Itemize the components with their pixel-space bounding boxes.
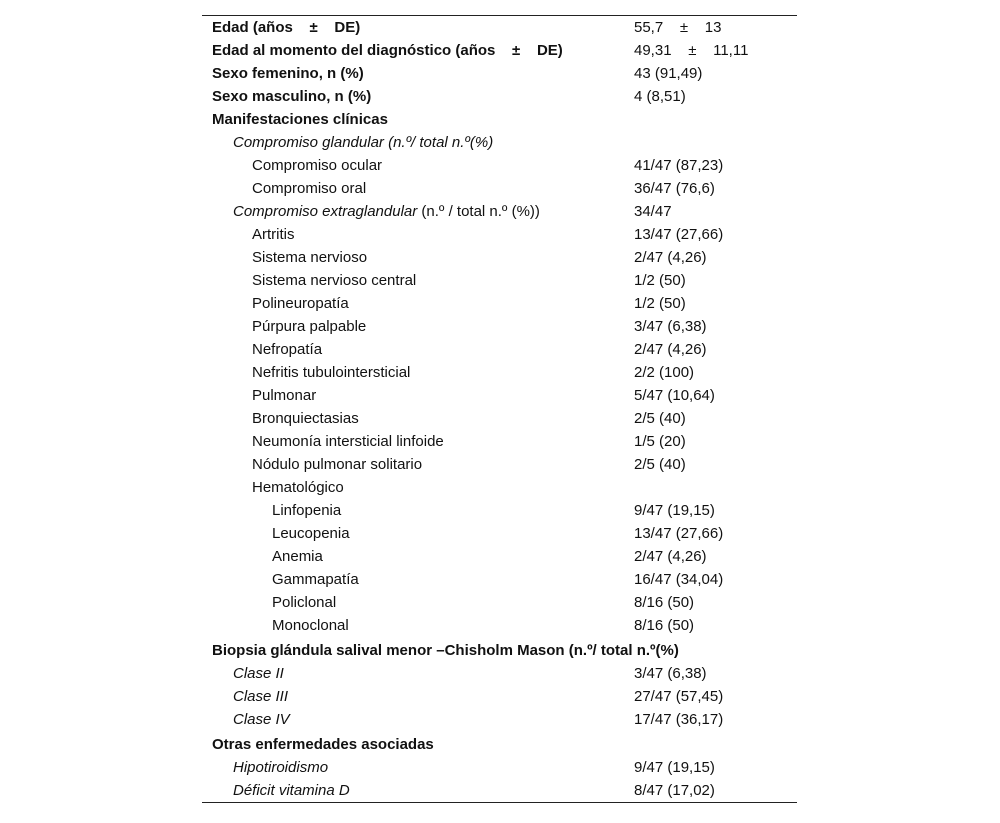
table-row — [202, 779, 797, 802]
row-label: Leucopenia — [272, 525, 350, 542]
table-row — [202, 522, 797, 545]
row-label: Edad al momento del diagnóstico (años ± DE) — [212, 42, 563, 59]
row-value: 2/47 (4,26) — [634, 341, 707, 358]
table-row — [202, 384, 797, 407]
row-value: 8/47 (17,02) — [634, 782, 715, 799]
row-value: 9/47 (19,15) — [634, 502, 715, 519]
row-label: Gammapatía — [272, 571, 359, 588]
table-row — [202, 685, 797, 708]
table-row — [202, 292, 797, 315]
row-value: 1/5 (20) — [634, 433, 686, 450]
row-value: 1/2 (50) — [634, 295, 686, 312]
row-value: 43 (91,49) — [634, 65, 703, 82]
row-value: 36/47 (76,6) — [634, 180, 715, 197]
row-label: Sexo femenino, n (%) — [212, 65, 364, 82]
row-value: 49,31 ± 11,11 — [634, 42, 749, 59]
row-value: 8/16 (50) — [634, 617, 695, 634]
row-label: Linfopenia — [272, 502, 342, 519]
table-row — [202, 708, 797, 731]
row-label: Polineuropatía — [252, 295, 349, 312]
row-value: 4 (8,51) — [634, 88, 686, 105]
row-label: Compromiso oral — [252, 180, 367, 197]
table-row — [202, 154, 797, 177]
row-value: 3/47 (6,38) — [634, 665, 707, 682]
row-value: 3/47 (6,38) — [634, 318, 707, 335]
table-row — [202, 499, 797, 522]
row-value: 17/47 (36,17) — [634, 711, 724, 728]
section-header-row — [202, 639, 797, 662]
row-label: Clase III — [233, 688, 289, 705]
row-value: 2/2 (100) — [634, 364, 695, 381]
row-value: 27/47 (57,45) — [634, 688, 724, 705]
row-label: Pulmonar — [252, 387, 317, 404]
table-row — [202, 568, 797, 591]
row-label: Sexo masculino, n (%) — [212, 88, 372, 105]
row-value: 9/47 (19,15) — [634, 759, 715, 776]
row-label: Púrpura palpable — [252, 318, 367, 335]
table-row — [202, 338, 797, 361]
row-value: 41/47 (87,23) — [634, 157, 724, 174]
row-label: Artritis — [252, 226, 295, 243]
row-value: 1/2 (50) — [634, 272, 686, 289]
table-row — [202, 453, 797, 476]
row-value: 2/47 (4,26) — [634, 548, 707, 565]
row-value: 5/47 (10,64) — [634, 387, 715, 404]
table-row — [202, 62, 797, 85]
table-row — [202, 315, 797, 338]
section-title: Biopsia glándula salival menor –Chisholm Mason (n.º/ total n.º(%) — [212, 642, 679, 659]
row-value: 8/16 (50) — [634, 594, 695, 611]
subsection-title-suffix: (n.º / total n.º (%)) — [417, 203, 540, 220]
row-value: 55,7 ± 13 — [634, 19, 722, 36]
row-label: Hematológico — [252, 479, 344, 496]
section-header-row — [202, 733, 797, 756]
row-label: Sistema nervioso — [252, 249, 368, 266]
row-value: 2/47 (4,26) — [634, 249, 707, 266]
table-row — [202, 85, 797, 108]
row-label: Bronquiectasias — [252, 410, 359, 427]
table-row — [202, 545, 797, 568]
subsection-title: Compromiso glandular (n.º/ total n.º(%) — [233, 134, 494, 151]
section-title: Manifestaciones clínicas — [212, 111, 388, 128]
table-row — [202, 246, 797, 269]
table-row — [202, 269, 797, 292]
section-title: Otras enfermedades asociadas — [212, 736, 434, 753]
row-value: 2/5 (40) — [634, 410, 686, 427]
row-label: Edad (años ± DE) — [212, 19, 361, 36]
table-row — [202, 407, 797, 430]
table-row — [202, 591, 797, 614]
table-row — [202, 614, 797, 637]
subsection-header-row — [202, 131, 797, 154]
row-label: Neumonía intersticial linfoide — [252, 433, 444, 450]
section-header-row — [202, 108, 797, 131]
table-row — [202, 177, 797, 200]
row-label: Monoclonal — [272, 617, 349, 634]
row-label: Déficit vitamina D — [233, 782, 350, 799]
row-value: 2/5 (40) — [634, 456, 686, 473]
row-label: Hipotiroidismo — [233, 759, 329, 776]
table-row — [202, 223, 797, 246]
table-row — [202, 39, 797, 62]
table-row — [202, 16, 797, 39]
table-row — [202, 476, 797, 499]
row-label: Clase II — [233, 665, 284, 682]
row-value: 13/47 (27,66) — [634, 525, 724, 542]
row-label: Nefritis tubulointersticial — [252, 364, 411, 381]
row-value: 16/47 (34,04) — [634, 571, 724, 588]
row-value: 13/47 (27,66) — [634, 226, 724, 243]
row-label: Anemia — [272, 548, 323, 565]
clinical-characteristics-table — [202, 15, 797, 803]
subsection-title — [233, 200, 540, 223]
subsection-header-row — [202, 200, 797, 223]
table-row — [202, 430, 797, 453]
row-label: Nefropatía — [252, 341, 323, 358]
table-row — [202, 662, 797, 685]
row-label: Sistema nervioso central — [252, 272, 417, 289]
row-label: Policlonal — [272, 594, 337, 611]
row-value: 34/47 — [634, 203, 672, 220]
table-row — [202, 361, 797, 384]
row-label: Clase IV — [233, 711, 290, 728]
subsection-title-italic: Compromiso extraglandular — [233, 203, 418, 220]
table-row — [202, 756, 797, 779]
row-label: Nódulo pulmonar solitario — [252, 456, 423, 473]
row-label: Compromiso ocular — [252, 157, 383, 174]
